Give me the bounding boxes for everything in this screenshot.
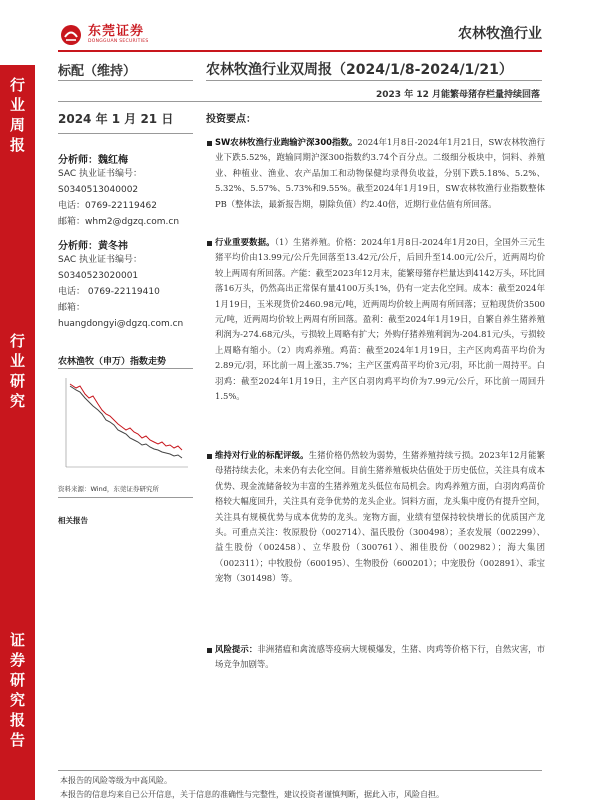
bullet-lead: 行业重要数据。 xyxy=(215,237,275,247)
index-line-benchmark xyxy=(70,386,182,458)
chart-divider xyxy=(58,368,193,369)
bullet-marker xyxy=(207,141,212,146)
header-divider xyxy=(58,50,542,52)
invest-bullet-1 xyxy=(215,135,545,212)
bullet-marker xyxy=(207,454,212,459)
rating-divider xyxy=(58,80,193,81)
index-chart xyxy=(58,372,193,477)
report-title: 农林牧渔行业双周报（2024/1/8-2024/1/21） xyxy=(206,62,513,78)
report-date: 2024 年 1 月 21 日 xyxy=(58,112,174,126)
bullet-text: 2024年1月8日-2024年1月21日，SW农林牧渔行业下跌5.52%，跑输同期沪深300指数约3.74个百分点。二级细分板块中，饲料、养殖业、种植业、渔业、农产品加工和动物保健均录得负收益，分别下跌5.18%、5.2%、5.32%、5.57%、5.73%和9.55%。截至2024年1月19日，SW农林牧渔行业指数整体PB（整体法，最新报告期，剔除负值）约2.40倍，近期行业估值有所回落。 xyxy=(215,137,545,209)
bullet-text: 非洲猪瘟和禽流感等疫病大规模爆发，生猪、肉鸡等价格下行，自然灾害，市场竞争加剧等。 xyxy=(215,644,546,670)
analyst-card-1 xyxy=(58,151,193,230)
analyst-email-label: 邮箱： xyxy=(58,303,86,313)
chart-source: 资料来源：Wind，东莞证券研究所 xyxy=(58,485,159,493)
bullet-lead: 维持对行业的标配评级。 xyxy=(215,450,309,460)
industry-label: 农林牧渔行业 xyxy=(458,26,542,42)
analyst-name: 分析师：黄冬祎 xyxy=(58,241,128,252)
analyst-cert-label: SAC 执业证书编号： xyxy=(58,255,143,265)
sidebar-label-research: 行 业 研 究 xyxy=(9,332,25,410)
related-reports: 相关报告 xyxy=(58,516,88,525)
analyst-cert-number: S0340523020001 xyxy=(58,271,139,281)
invest-bullet-3 xyxy=(215,448,545,587)
report-subtitle: 2023 年 12 月能繁母猪存栏量持续回落 xyxy=(376,90,540,100)
source-divider xyxy=(58,497,193,498)
sidebar-bar xyxy=(0,65,35,800)
analyst-name: 分析师：魏红梅 xyxy=(58,155,128,166)
bullet-lead: SW农林牧渔行业跑输沪深300指数。 xyxy=(215,137,358,147)
analyst-phone: 电话： 0769-22119410 xyxy=(58,287,160,297)
analyst-cert-number: S0340513040002 xyxy=(58,185,139,195)
index-chart-title: 农林渔牧（申万）指数走势 xyxy=(58,357,167,367)
brand-logo xyxy=(60,22,180,48)
brand-name-en: DONGGUAN SECURITIES xyxy=(88,39,149,45)
subtitle-divider xyxy=(58,101,542,102)
footer-risk-level: 本报告的风险等级为中高风险。 xyxy=(60,776,172,785)
brand-mark-icon xyxy=(60,24,82,46)
invest-bullet-4 xyxy=(215,642,545,673)
rating: 标配（维持） xyxy=(58,64,137,79)
invest-bullet-2 xyxy=(215,235,545,404)
title-divider xyxy=(206,80,542,81)
bullet-marker xyxy=(207,241,212,246)
analyst-email: huangdongyi@dgzq.com.cn xyxy=(58,319,184,329)
bullet-text: 生猪价格仍然较为弱势，生猪养殖持续亏损。2023年12月能繁母猪持续去化，未来仍有去化空间。目前生猪养殖板块估值处于历史低位，关注具有成本优势、现金流储备较为丰富的生猪养殖龙头低位布局机会。肉鸡养殖方面，白羽肉鸡苗价格较大幅度回升，关注具有竞争优势的龙头企业。饲料方面，龙头集中度仍有提升空间，关注具有规模优势与成本优势的龙头。宠物方面，业绩有望保持较快增长的优质国产龙头。可重点关注：牧原股份（002714）、温氏股份（300498）；圣农发展（002299）、益生股份（002458）、立华股份（300761）、湘佳股份（002982）；海大集团（002311）；中牧股份（600195）、生物股份（600201）；中宠股份（002891）、乖宝宠物（301498）等。 xyxy=(215,450,546,584)
sidebar-label-weekly: 行 业 周 报 xyxy=(9,76,25,154)
bullet-marker xyxy=(207,648,212,653)
analyst-card-2 xyxy=(58,237,193,332)
analyst-phone: 电话：0769-22119462 xyxy=(58,201,157,211)
sidebar-label-securities: 证 券 研 究 报 告 xyxy=(9,631,25,749)
date-divider xyxy=(58,133,193,134)
footer-disclaimer: 本报告的信息均来自已公开信息，关于信息的准确性与完整性，建议投资者谨慎判断，据此入市，风险自担。 xyxy=(60,790,444,799)
invest-points-heading: 投资要点： xyxy=(206,114,256,125)
analyst-email: 邮箱：whm2@dgzq.com.cn xyxy=(58,217,180,227)
bullet-lead: 风险提示： xyxy=(215,644,258,654)
index-line-sector xyxy=(70,384,182,450)
analyst-cert-label: SAC 执业证书编号： xyxy=(58,169,143,179)
brand-name: 东莞证券 xyxy=(88,24,145,40)
bullet-text: （1）生猪养殖。价格：2024年1月8日-2024年1月20日，全国外三元生猪平均价由13.99元/公斤先回落至13.42元/公斤，后回升至14.00元/公斤，近两周均价较上两周有所回落。产能：截至2023年12月末，能繁母猪存栏量达到4142万头，环比回落16万头，仍然高出正常保有量4100万头1%，仍有一定去化空间。成本：截至2024年1月19日，玉米现货价2460.98元/吨，近两周均价较上两周有所回落；豆粕现货价3500元/吨，近两周均价较上两周有所回落。盈利：截至2024年1月19日，自繁自养生猪养殖利润为-274.68元/头，亏损较上周略有扩大；外购仔猪养殖利润为-204.81元/头，亏损较上周略有缩小。（2）肉鸡养殖。鸡苗：截至2024年1月19日，主产区肉鸡苗平均价为2.89元/羽，环比前一周上涨35.7%；主产区蛋鸡苗平均价3元/羽，环比前一周持平。白羽鸡：截至2024年1月19日，主产区白羽肉鸡平均价为7.99元/公斤，环比前一周回升1.5%。 xyxy=(215,237,546,402)
footer-divider xyxy=(58,770,542,771)
